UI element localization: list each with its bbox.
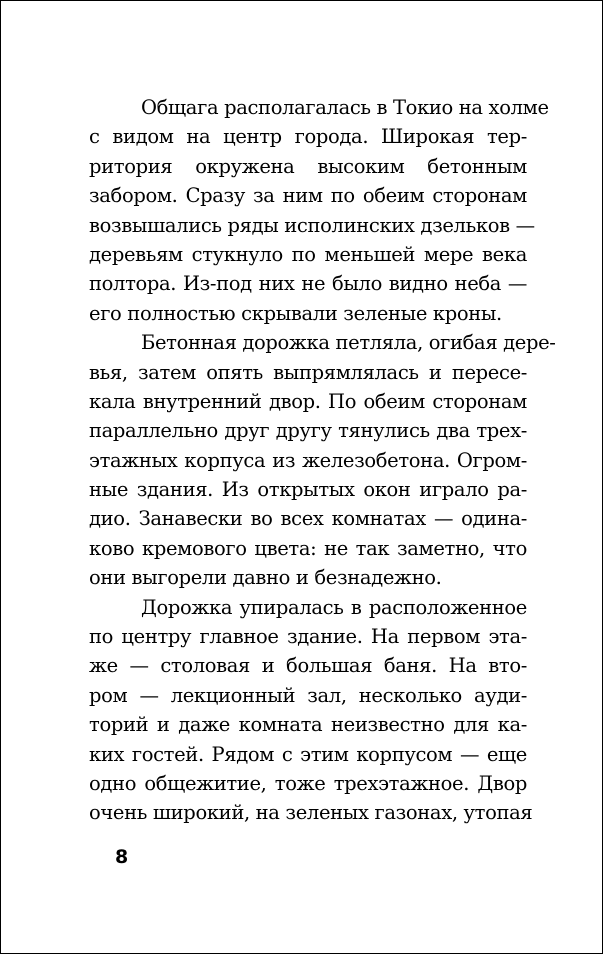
text-line: возвышались ряды исполинских дзельков — <box>89 213 535 237</box>
text-line: ные здания. Из открытых окон играло ра- <box>89 478 527 502</box>
text-line: с видом на центр города. Широкая тер- <box>89 125 527 149</box>
text-line: торий и даже комната неизвестно для ка- <box>89 713 527 737</box>
text-line: кала внутренний двор. По обеим сторонам <box>89 389 527 413</box>
text-line: ково кремового цвета: не так заметно, что <box>89 536 527 560</box>
body-text <box>89 93 556 828</box>
text-line: же — столовая и большая баня. На вто- <box>89 654 527 678</box>
text-line: его полностью скрывали зеленые кроны. <box>89 301 502 325</box>
text-line: Бетонная дорожка петляла, огибая дере- <box>141 331 556 355</box>
text-line: одно общежитие, тоже трехэтажное. Двор <box>89 771 527 795</box>
text-line: дио. Занавески во всех комнатах — одина- <box>89 507 527 531</box>
text-line: они выгорели давно и безнадежно. <box>89 566 442 590</box>
paragraph-3 <box>89 593 533 828</box>
text-line: параллельно друг другу тянулись два трех- <box>89 419 527 443</box>
paragraph-1 <box>89 93 549 328</box>
paragraph-2 <box>89 328 556 593</box>
text-line: забором. Сразу за ним по обеим сторонам <box>89 184 527 208</box>
text-line: Общага располагалась в Токио на холме <box>141 96 549 119</box>
text-line: ром — лекционный зал, несколько ауди- <box>89 683 527 707</box>
text-line: деревьям стукнуло по меньшей мере века <box>89 242 527 266</box>
text-line: Дорожка упиралась в расположенное <box>141 595 527 619</box>
text-line: ритория окружена высоким бетонным <box>89 154 527 178</box>
text-line: по центру главное здание. На первом эта- <box>89 625 527 649</box>
text-line: ких гостей. Рядом с этим корпусом — еще <box>89 742 527 766</box>
text-line: этажных корпуса из железобетона. Огром- <box>89 448 527 472</box>
text-line: очень широкий, на зеленых газонах, утопая <box>89 801 533 825</box>
text-line: полтора. Из-под них не было видно неба — <box>89 272 527 296</box>
page-number: 8 <box>115 846 129 868</box>
text-line: вья, затем опять выпрямлялась и пересе- <box>89 360 527 384</box>
